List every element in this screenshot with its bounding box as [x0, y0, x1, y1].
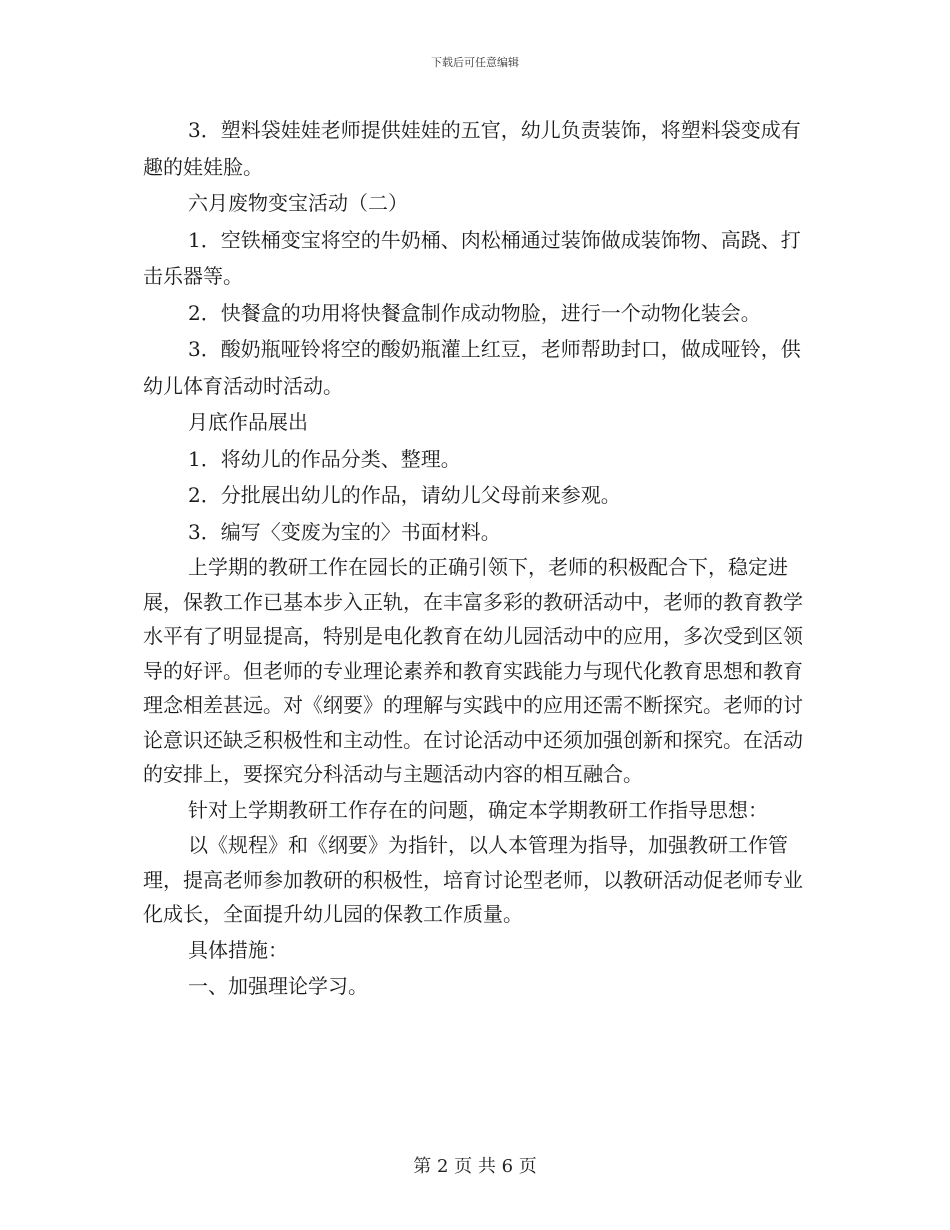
section-heading-month-end-exhibition: 月底作品展出 — [188, 410, 308, 434]
document-body — [143, 112, 818, 1005]
section-heading-specific-measures: 具体措施： — [188, 937, 288, 962]
paragraph-plastic-bag-doll: 3．塑料袋娃娃老师提供娃娃的五官，幼儿负责装饰，将塑料袋变成有趣的娃娃脸。 — [143, 118, 801, 179]
paragraph-last-semester-summary: 上学期的教研工作在园长的正确引领下，老师的积极配合下，稳定进展，保教工作已基本步入正轨，在丰富多彩的教研活动中，老师的教育教学水平有了明显提高，特别是电化教育在幼儿园活动中的应用，多次受到区领导的好评。但老师的专业理论素养和教育实践能力与现代化教育思想和教育理念相差甚远。对《纲要》的理解与实践中的应用还需不断探究。老师的讨论意识还缺乏积极性和主动性。在讨论活动中还须加强创新和探究。在活动的安排上，要探究分科活动与主题活动内容的相互融合。 — [143, 555, 803, 786]
page-number-footer: 第 2 页 共 6 页 — [413, 1156, 537, 1177]
paragraph-yogurt-bottle-dumbbell: 3．酸奶瓶哑铃将空的酸奶瓶灌上红豆，老师帮助封口，做成哑铃，供幼儿体育活动时活动。 — [143, 337, 801, 398]
section-heading-theory-study: 一、加强理论学习。 — [188, 974, 368, 998]
list-item-classify-works: 1．将幼儿的作品分类、整理。 — [188, 446, 461, 471]
list-item-write-materials: 3．编写〈变废为宝的〉书面材料。 — [188, 519, 501, 544]
page-header-note: 下载后可任意编辑 — [431, 56, 519, 69]
paragraph-guiding-thought-intro: 针对上学期教研工作存在的问题，确定本学期教研工作指导思想： — [188, 797, 768, 822]
section-heading-june-activity-2: 六月废物变宝活动（二） — [188, 191, 408, 215]
paragraph-iron-bucket: 1．空铁桶变宝将空的牛奶桶、肉松桶通过装饰做成装饰物、高跷、打击乐器等。 — [143, 227, 801, 288]
list-item-exhibit-works: 2．分批展出幼儿的作品，请幼儿父母前来参观。 — [188, 483, 621, 507]
paragraph-guiding-thought: 以《规程》和《纲要》为指针，以人本管理为指导，加强教研工作管理，提高老师参加教研的积极性，培育讨论型老师，以教研活动促老师专业化成长，全面提升幼儿园的保教工作质量。 — [143, 833, 803, 926]
paragraph-fast-food-box: 2．快餐盒的功用将快餐盒制作成动物脸，进行一个动物化装会。 — [188, 300, 761, 325]
